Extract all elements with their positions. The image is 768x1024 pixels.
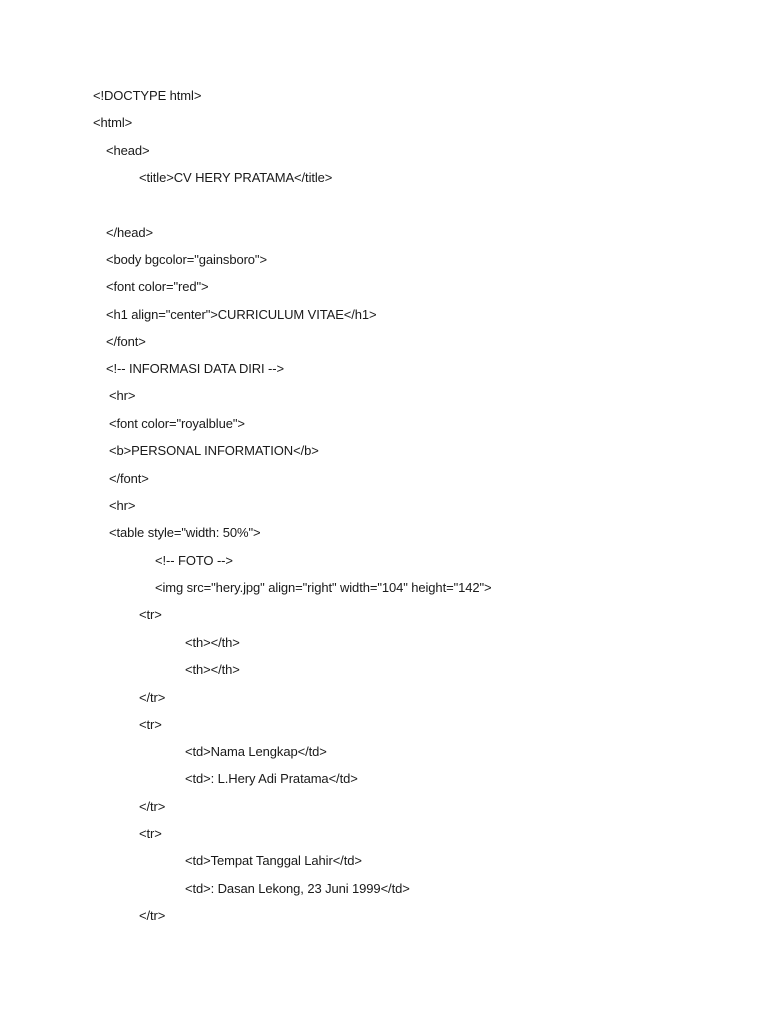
code-line-head-open: <head> <box>106 143 150 158</box>
code-line-tr-close-3: </tr> <box>139 908 166 923</box>
code-line-font-red: <font color="red"> <box>106 279 209 294</box>
code-line-h1: <h1 align="center">CURRICULUM VITAE</h1> <box>106 307 377 322</box>
code-line-title: <title>CV HERY PRATAMA</title> <box>139 170 333 185</box>
code-line-tr-close-2: </tr> <box>139 799 166 814</box>
code-line-bold-personal: <b>PERSONAL INFORMATION</b> <box>109 443 319 458</box>
code-line-tr-open-3: <tr> <box>139 826 162 841</box>
code-line-hr: <hr> <box>109 388 136 403</box>
code-line-doctype: <!DOCTYPE html> <box>93 88 202 103</box>
code-line-td-ttl: <td>Tempat Tanggal Lahir</td> <box>185 853 362 868</box>
code-line-font-blue: <font color="royalblue"> <box>109 416 245 431</box>
code-line-font-close-2: </font> <box>109 471 149 486</box>
code-line-td-ttl-value: <td>: Dasan Lekong, 23 Juni 1999</td> <box>185 881 410 896</box>
code-line-comment-data: <!-- INFORMASI DATA DIRI --> <box>106 361 285 376</box>
code-line-tr-open: <tr> <box>139 607 162 622</box>
code-line-html-open: <html> <box>93 115 133 130</box>
code-line-table-open: <table style="width: 50%"> <box>109 525 261 540</box>
code-line-head-close: </head> <box>106 225 154 240</box>
code-line-tr-open-2: <tr> <box>139 717 162 732</box>
code-line-td-nama-value: <td>: L.Hery Adi Pratama</td> <box>185 771 358 786</box>
code-line-img: <img src="hery.jpg" align="right" width="104" height="142"> <box>155 580 492 595</box>
code-line-tr-close: </tr> <box>139 690 166 705</box>
code-line-hr-2: <hr> <box>109 498 136 513</box>
code-line-td-nama: <td>Nama Lengkap</td> <box>185 744 327 759</box>
code-line-body-open: <body bgcolor="gainsboro"> <box>106 252 267 267</box>
code-line-th: <th></th> <box>185 635 240 650</box>
code-line-font-close: </font> <box>106 334 146 349</box>
code-line-comment-foto: <!-- FOTO --> <box>155 553 233 568</box>
code-line-th-2: <th></th> <box>185 662 240 677</box>
